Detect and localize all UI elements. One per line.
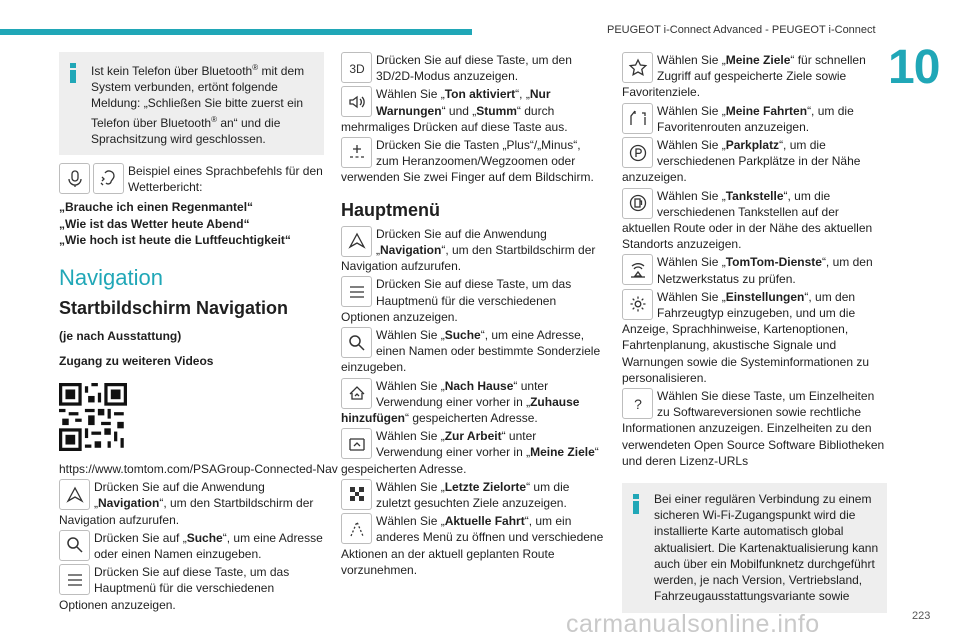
list-item: Wählen Sie „Letzte Zielorte“ um die zuletzt gesuchten Ziele anzuzeigen.	[341, 479, 606, 511]
info-icon	[633, 494, 639, 514]
list-item: Drücken Sie auf „Suche“, um eine Adresse oder einen Namen einzugeben.	[59, 530, 324, 562]
info-icon	[70, 63, 76, 83]
running-header: PEUGEOT i-Connect Advanced - PEUGEOT i-Connect	[607, 24, 876, 36]
recent-icon	[341, 479, 372, 510]
section-heading-main-menu: Hauptmenü	[341, 199, 440, 220]
list-item: 3D Drücken Sie auf diese Taste, um den 3D/2D-Modus anzuzeigen.	[341, 52, 606, 84]
search-icon	[341, 327, 372, 358]
fuel-icon	[622, 188, 653, 219]
note-text: Ist kein Telefon über Bluetooth	[91, 64, 253, 78]
list-item: Drücken Sie auf die Anwendung „Navigation“, um den Startbildschirm der Navigation aufzurufen.	[341, 226, 596, 274]
svg-text:3D: 3D	[348, 61, 365, 76]
list-item: Drücken Sie auf die Anwendung „Navigation“, um den Startbildschirm der Navigation aufzurufen.	[59, 480, 314, 527]
chapter-number: 10	[888, 41, 940, 94]
section-heading-navigation: Navigation	[59, 265, 163, 291]
routes-icon	[622, 103, 653, 134]
navigation-arrow-icon	[341, 226, 372, 257]
voice-quote-list	[59, 199, 324, 248]
list-item: Wählen Sie „TomTom-Dienste“, um den Netzwerkstatus zu prüfen.	[622, 254, 887, 286]
subheading-start-screen: Startbildschirm Navigation	[59, 298, 289, 319]
list-item: Wählen Sie „Einstellungen“, um den Fahrzeugtyp einzugeben, und um die Anzeige, Sprachhinweise, Kartenoptionen, Fahrtenplanung, akustische Signale und Warnungen sowie die Systeminformationen zu personalisieren.	[622, 289, 870, 385]
list-item: Drücken Sie auf diese Taste, um das Hauptmenü für die verschiedenen Optionen anzuzeigen.	[341, 277, 572, 324]
svg-text:?: ?	[633, 395, 642, 412]
voice-example: Beispiel eines Sprachbefehls für den Wetterbericht:	[59, 163, 324, 195]
videos-label: Zugang zu weiteren Videos	[59, 353, 214, 368]
voice-quote: „Wie hoch ist heute die Luftfeuchtigkeit“	[59, 232, 291, 247]
home-icon	[341, 378, 372, 409]
list-item: Drücken Sie auf diese Taste, um das Hauptmenü für die verschiedenen Optionen anzuzeigen.	[59, 565, 290, 612]
list-item: ? Wählen Sie diese Taste, um Einzelheiten zu Softwareversionen sowie rechtliche Informationen anzuzeigen. Einzelheiten zu den verwendeten Open Source Software Bibliotheken und deren Lizenz-URLs	[622, 389, 885, 468]
watermark: carmanualsonline.info	[566, 610, 820, 638]
column-left	[59, 52, 338, 615]
list-item: Wählen Sie „Aktuelle Fahrt“, um ein anderes Menü zu öffnen und verschiedene Aktionen an der aktuell geplanten Route vorzunehmen.	[341, 514, 604, 577]
menu-icon	[341, 276, 372, 307]
info-note: Ist kein Telefon über Bluetooth® mit dem System verbunden, ertönt folgende Meldung: „Schließen Sie bitte zuerst ein Telefon über Bluetooth® an“ und die Sprachsitzung wird geschlossen.	[59, 52, 324, 155]
tomtom-services-icon	[622, 254, 653, 285]
info-note: Bei einer regulären Verbindung zu einem sicheren Wi-Fi-Zugangspunkt wird die installierte Karte automatisch global aktualisiert. Die Kartenaktualisierung kann auch über ein Mobilfunknetz durchgeführt werden, je nach Version, Vertriebsland, Fahrzeugausstattungsvariante sowie	[622, 483, 887, 612]
column-middle	[341, 52, 606, 580]
work-icon	[341, 428, 372, 459]
navigation-arrow-icon	[59, 479, 90, 510]
list-item: Wählen Sie „Nach Hause“ unter Verwendung einer vorher in „Zuhause hinzufügen“ gespeicherten Adresse.	[341, 378, 580, 426]
qr-code-icon[interactable]	[59, 383, 127, 451]
star-icon	[622, 52, 653, 83]
header-accent-bar	[0, 29, 472, 35]
zoom-icon	[341, 137, 372, 168]
speaker-icon	[341, 86, 372, 117]
list-item: Wählen Sie „Meine Fahrten“, um die Favoritenrouten anzuzeigen.	[622, 103, 887, 135]
voice-quote: „Brauche ich einen Regenmantel“	[59, 200, 254, 215]
menu-icon	[59, 564, 90, 595]
search-icon	[59, 530, 90, 561]
parking-icon	[622, 137, 653, 168]
list-item: Drücken Sie die Tasten „Plus“/„Minus“, zum Heranzoomen/Wegzoomen oder verwenden Sie zwei Finger auf dem Bildschirm.	[341, 138, 594, 185]
tomtom-video-link[interactable]: https://www.tomtom.com/PSAGroup-Connected-Nav	[59, 462, 338, 477]
equipment-note: (je nach Ausstattung)	[59, 329, 182, 344]
list-item: Wählen Sie „Zur Arbeit“ unter Verwendung einer vorher in „Meine Ziele“ gespeicherten Adresse.	[341, 429, 599, 476]
voice-quote: „Wie ist das Wetter heute Abend“	[59, 216, 250, 231]
route-icon	[341, 513, 372, 544]
page-number: 223	[912, 610, 931, 622]
list-item: Wählen Sie „Suche“, um eine Adresse, einen Namen oder bestimmte Sonderziele einzugeben.	[341, 328, 601, 375]
microphone-icon	[59, 163, 90, 194]
voice-command-icon	[93, 163, 124, 194]
3d-icon	[341, 52, 372, 83]
list-item: Wählen Sie „Ton aktiviert“, „Nur Warnungen“ und „Stumm“ durch mehrmaliges Drücken auf diese Taste aus.	[341, 87, 568, 134]
settings-icon	[622, 289, 653, 320]
list-item: Wählen Sie „Tankstelle“, um die verschiedenen Tankstellen auf der aktuellen Route oder in der Nähe des aktuellen Standorts anzuzeigen.	[622, 188, 873, 252]
column-right	[622, 52, 887, 613]
list-item: Wählen Sie „Meine Ziele“ für schnellen Zugriff auf gespeicherte Ziele sowie Favoritenziele.	[622, 53, 866, 100]
list-item: Wählen Sie „Parkplatz“, um die verschiedenen Parkplätze in der Nähe anzuzeigen.	[622, 138, 861, 185]
help-icon	[622, 388, 653, 419]
